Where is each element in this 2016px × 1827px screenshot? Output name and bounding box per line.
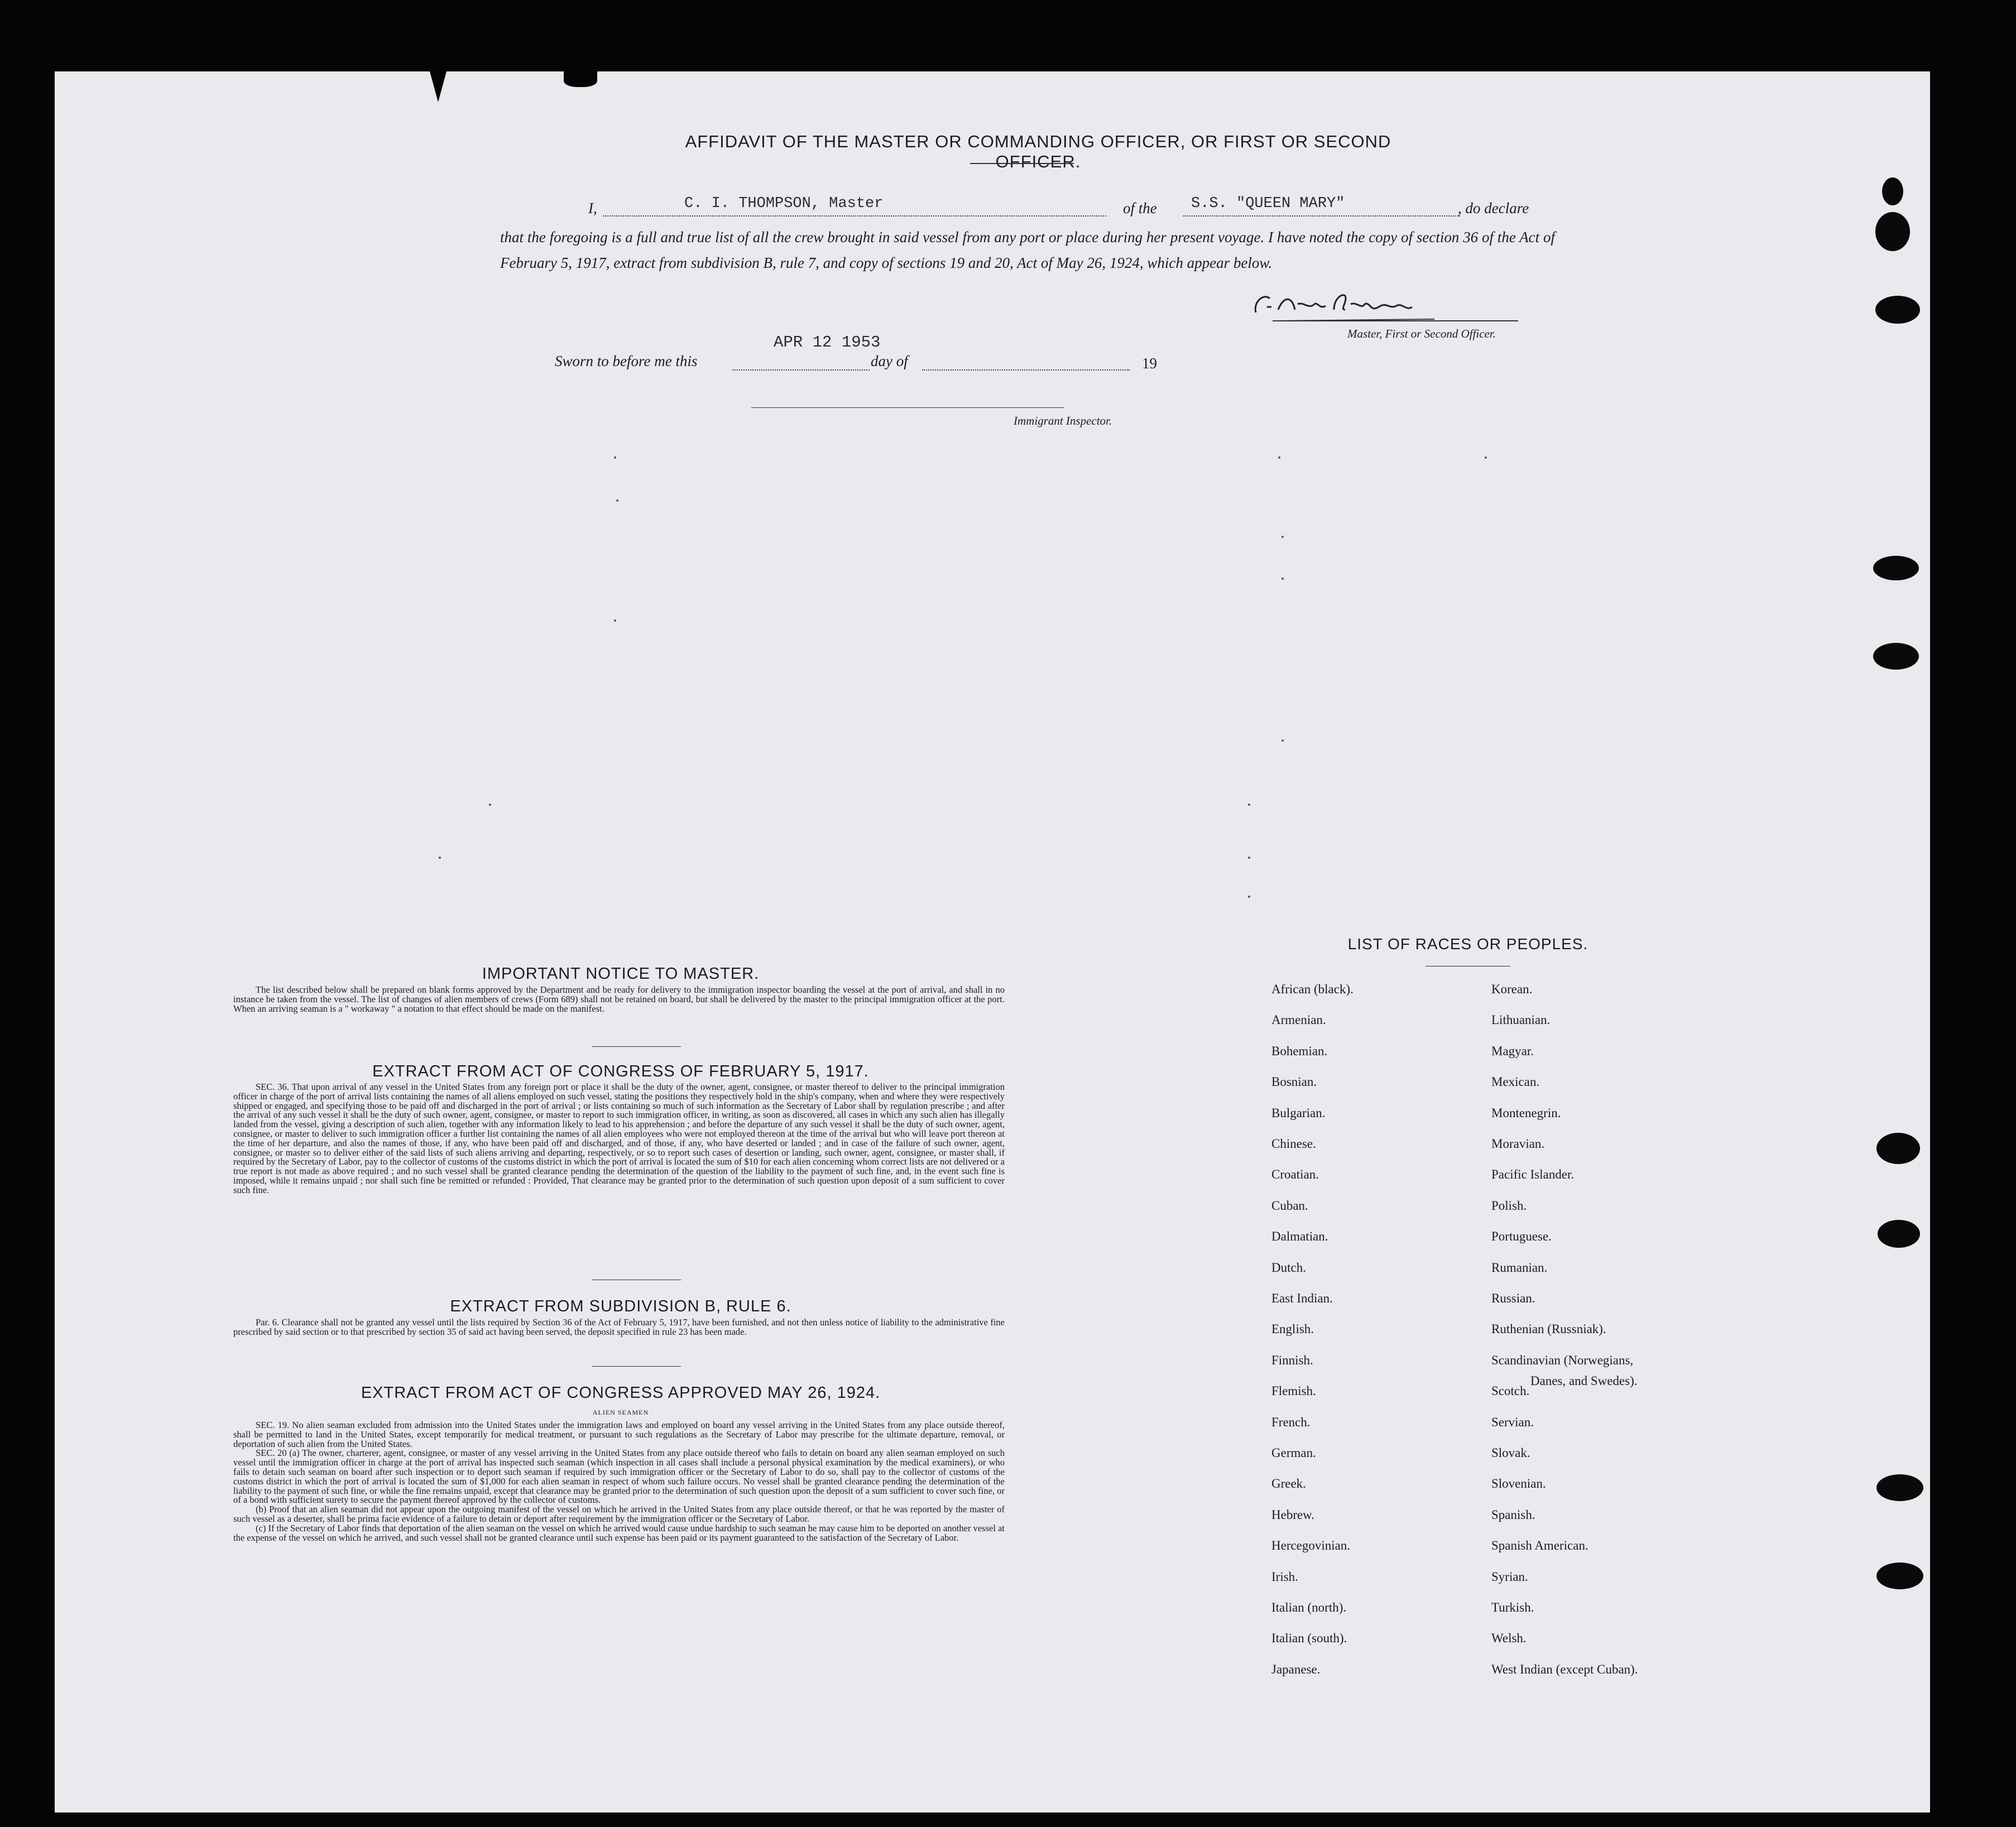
- extract-rule6-title: EXTRACT FROM SUBDIVISION B, RULE 6.: [450, 1297, 791, 1315]
- speck: [1278, 456, 1280, 459]
- race-item: Russian.: [1491, 1291, 1535, 1305]
- race-item: Italian (south).: [1271, 1631, 1347, 1646]
- speck: [1485, 456, 1487, 459]
- race-item: Greek.: [1271, 1477, 1306, 1491]
- race-item: Hebrew.: [1271, 1507, 1315, 1522]
- notice-paragraph: The list described below shall be prepared on blank forms approved by the Department and be ready for delivery to the immigration inspector boarding the vessel at the port of arrival, and shall in no instance be taken from the vessel. The list of changes of alien members of crews (Form 689) shall not be retained on board, but shall be delivered by the master to the principal immigration officer at the port. When an arriving seaman is a " workaway " a notation to that effect should be made on the manifest.: [233, 984, 1005, 1014]
- race-item: English.: [1271, 1322, 1314, 1336]
- year-label: 19: [1142, 355, 1157, 372]
- binding-hole: [1875, 212, 1910, 251]
- speck: [1281, 578, 1284, 580]
- race-item: Lithuanian.: [1491, 1013, 1551, 1027]
- speck: [439, 857, 441, 859]
- speck: [1248, 896, 1250, 898]
- race-item: Portuguese.: [1491, 1229, 1552, 1244]
- speck: [1248, 804, 1250, 806]
- race-item: Armenian.: [1271, 1013, 1326, 1027]
- race-item: Slovak.: [1491, 1446, 1530, 1460]
- race-item: Pacific Islander.: [1491, 1167, 1575, 1182]
- binding-hole: [1882, 177, 1903, 205]
- binding-hole: [1876, 1474, 1923, 1501]
- extract-1917-text: [233, 1083, 1005, 1195]
- race-item: Scandinavian (Norwegians,: [1491, 1353, 1634, 1367]
- race-item: French.: [1271, 1415, 1311, 1429]
- title-underline: [970, 163, 1074, 164]
- race-item: Dutch.: [1271, 1260, 1306, 1275]
- vessel-name-value: S.S. "QUEEN MARY": [1191, 195, 1345, 212]
- sec20b-paragraph: (b) Proof that an alien seaman did not appear upon the outgoing manifest of the vessel on which he arrived in the United States from any place outside thereof, or that he was reported by the master of such vessel as a deserter, shall be prima facie evidence of a failure to detain or deport after requirement by the immigration officer or the Secretary of Labor.: [233, 1504, 1005, 1524]
- race-item: Polish.: [1491, 1198, 1527, 1213]
- binding-hole: [1878, 1220, 1920, 1248]
- binding-hole: [1875, 296, 1920, 324]
- affidavit-title: AFFIDAVIT OF THE MASTER OR COMMANDING OFFICER, OR FIRST OR SECOND OFFICER.: [685, 132, 1391, 171]
- race-item: Japanese.: [1271, 1662, 1321, 1676]
- race-item: Croatian.: [1271, 1167, 1319, 1182]
- speck: [489, 804, 491, 806]
- master-name-value: C. I. THOMPSON, Master: [684, 195, 884, 212]
- extract-1924-subtitle: ALIEN SEAMEN: [592, 1408, 649, 1416]
- signature-caption: Master, First or Second Officer.: [1347, 327, 1496, 340]
- sec20a-paragraph: SEC. 20 (a) The owner, charterer, agent, consignee, or master of any vessel arriving in the United States from any place outside thereof who fails to detain on board any alien seaman employed on such vessel until the immigration officer in charge at the port of arrival has inspected such seaman (which inspection in all cases shall include a personal physical examination by the medical examiners), or who fails to detain such seaman on board after such inspection or to deport such seaman if required by such immigration officer or the Secretary of Labor to do so, shall pay to the collector of customs of the customs district in which the port of arrival is located the sum of $1,000 for each alien seaman in respect of whom such failure occurs. No vessel shall be granted clearance pending the determination of the liability to the payment of such fine, or while the fine remains unpaid, except that clearance may be granted prior to the determination of such question upon the deposit of a sum sufficient to cover such fine, or of a bond with sufficient surety to secure the payment thereof approved by the collector of customs.: [233, 1448, 1005, 1506]
- race-item: Irish.: [1271, 1569, 1298, 1584]
- speck: [614, 456, 616, 459]
- race-item: Moravian.: [1491, 1137, 1545, 1151]
- race-item: West Indian (except Cuban).: [1491, 1662, 1638, 1676]
- handwritten-signature-icon: [1250, 279, 1440, 324]
- race-item: African (black).: [1271, 982, 1353, 996]
- master-name-blank: [603, 215, 1106, 217]
- race-item: Welsh.: [1491, 1631, 1527, 1646]
- race-item: Syrian.: [1491, 1569, 1528, 1584]
- race-item: Hercegovinian.: [1271, 1538, 1351, 1553]
- race-item: East Indian.: [1271, 1291, 1333, 1305]
- race-item: Korean.: [1491, 982, 1533, 996]
- race-item: Scotch.: [1491, 1384, 1530, 1398]
- race-item: Bohemian.: [1271, 1044, 1328, 1058]
- day-of-label: day of: [871, 353, 908, 369]
- section-divider: [592, 1046, 681, 1047]
- race-item: Cuban.: [1271, 1198, 1308, 1213]
- extract-rule6-text: [233, 1318, 1005, 1337]
- race-item: Mexican.: [1491, 1075, 1540, 1089]
- extract-1924-title: EXTRACT FROM ACT OF CONGRESS APPROVED MAY 26, 1924.: [361, 1384, 881, 1402]
- race-item: Spanish.: [1491, 1507, 1535, 1522]
- speck: [614, 619, 616, 622]
- race-item: Ruthenian (Russniak).: [1491, 1322, 1606, 1336]
- speck: [1248, 857, 1250, 859]
- i-label: I,: [588, 200, 597, 217]
- race-item: Rumanian.: [1491, 1260, 1548, 1275]
- extract-1917-title: EXTRACT FROM ACT OF CONGRESS OF FEBRUARY 5, 1917.: [372, 1062, 869, 1080]
- vessel-name-blank: [1183, 215, 1460, 217]
- races-title-underline: [1425, 966, 1510, 967]
- binding-hole: [1873, 643, 1919, 670]
- do-declare-label: , do declare: [1458, 200, 1529, 217]
- extract-rule6-paragraph: Par. 6. Clearance shall not be granted any vessel until the lists required by Section 36 of the Act of February 5, 1917, have been furnished, and not then unless notice of liability to the administrative fine prescribed by said section or to that prescribed by section 35 of said act having been served, the deposit specified in rule 23 has been made.: [233, 1317, 1005, 1337]
- signature-line: [1281, 320, 1518, 321]
- affidavit-body: that the foregoing is a full and true list of all the crew brought in said vessel from any port or place during her present voyage. I have noted the copy of section 36 of the Act of February 5, 1917, extract from subdivision B, rule 7, and copy of sections 19 and 20, Act of May 26, 1924, which appear below.: [500, 229, 1555, 271]
- inspector-signature-line: [751, 407, 1064, 408]
- race-item: Servian.: [1491, 1415, 1534, 1429]
- torn-edge-notch: [564, 71, 597, 87]
- sworn-label: Sworn to before me this: [555, 353, 698, 369]
- race-item: Montenegrin.: [1491, 1105, 1561, 1120]
- sec19-paragraph: SEC. 19. No alien seaman excluded from admission into the United States under the immigration laws and employed on board any vessel arriving in the United States from any place outside thereof, shall be permitted to land in the United States, except temporarily for medical treatment, or pursuant to such regulations as the Secretary of Labor may prescribe for the ultimate departure, removal, or deportation of such alien from the United States.: [233, 1420, 1005, 1449]
- section-divider: [592, 1366, 681, 1367]
- notice-text: [233, 985, 1005, 1013]
- race-item: Danes, and Swedes).: [1530, 1374, 1638, 1388]
- sworn-day-blank: [732, 369, 870, 371]
- race-item: Bulgarian.: [1271, 1105, 1326, 1120]
- race-item: Spanish American.: [1491, 1538, 1588, 1553]
- race-item: Chinese.: [1271, 1137, 1316, 1151]
- sec20c-paragraph: (c) If the Secretary of Labor finds that deportation of the alien seaman on the vessel on which he arrived would cause undue hardship to such seaman he may cause him to be deported on another vessel at the expense of the vessel on which he arrived, and such vessel shall not be granted clearance until such expense has been paid or its payment guaranteed to the satisfaction of the Secretary of Labor.: [233, 1522, 1005, 1543]
- extract-1924-text: [233, 1421, 1005, 1542]
- speck: [616, 499, 618, 502]
- inspector-caption: Immigrant Inspector.: [1014, 414, 1112, 427]
- race-item: Turkish.: [1491, 1600, 1534, 1614]
- race-item: Finnish.: [1271, 1353, 1313, 1367]
- binding-hole: [1876, 1562, 1923, 1589]
- race-item: Flemish.: [1271, 1384, 1316, 1398]
- notice-title: IMPORTANT NOTICE TO MASTER.: [482, 965, 760, 983]
- of-the-label: of the: [1123, 200, 1157, 217]
- race-item: Magyar.: [1491, 1044, 1534, 1058]
- binding-hole: [1876, 1133, 1920, 1164]
- speck: [1281, 739, 1284, 742]
- sworn-month-blank: [922, 369, 1130, 371]
- binding-hole: [1873, 556, 1919, 580]
- race-item: Slovenian.: [1491, 1477, 1546, 1491]
- extract-1917-paragraph: SEC. 36. That upon arrival of any vessel in the United States from any foreign port or place it shall be the duty of the owner, agent, consignee, or master thereof to deliver to the principal immigration officer in charge of the port of arrival lists containing the names of all aliens employed on such vessel, stating the positions they respectively hold in the ship's company, when and where they were respectively shipped or engaged, and specifying those to be paid off and discharged in the port of arrival ; or lists containing so much of such information as the Secretary of Labor shall by regulation prescribe ; and after the arrival of any such vessel it shall be the duty of such owner, agent, consignee, or master to report to such immigration officer, in writing, as soon as discovered, all cases in which any such alien has illegally landed from the vessel, giving a description of such alien, together with any information likely to lead to his apprehension ; and before the departure of any such vessel it shall be the duty of such owner, agent, consignee, or master to deliver to such immigration officer a further list containing the names of all alien employees who were not employed thereon at the time of the arrival but who will leave port thereon at the time of her departure, and also the names of those, if any, who have been paid off and discharged, and of those, if any, who have deserted or landed ; and in case of the failure of such owner, agent, consignee, or master so to deliver either of the said lists of such aliens arriving and departing, respectively, or so to report such cases of desertion or landing, such owner, agent, consignee, or master shall, if required by the Secretary of Labor, pay to the collector of customs of the customs district in which the port of arrival is located the sum of $10 for each alien concerning whom correct lists are not delivered or a true report is not made as above required ; and no such vessel shall be granted clearance pending the determination of the question of the liability to the payment of such fine, and, in the event such fine is imposed, while it remains unpaid ; nor shall such fine be remitted or refunded : Provided, That clearance may be granted prior to the determination of such question upon deposit of a sum sufficient to cover such fine.: [233, 1081, 1005, 1195]
- race-item: Dalmatian.: [1271, 1229, 1328, 1244]
- speck: [1281, 536, 1284, 538]
- races-title: LIST OF RACES OR PEOPLES.: [1347, 935, 1588, 953]
- date-stamp: APR 12 1953: [774, 333, 881, 352]
- race-item: Bosnian.: [1271, 1075, 1317, 1089]
- race-item: German.: [1271, 1446, 1316, 1460]
- race-item: Italian (north).: [1271, 1600, 1347, 1614]
